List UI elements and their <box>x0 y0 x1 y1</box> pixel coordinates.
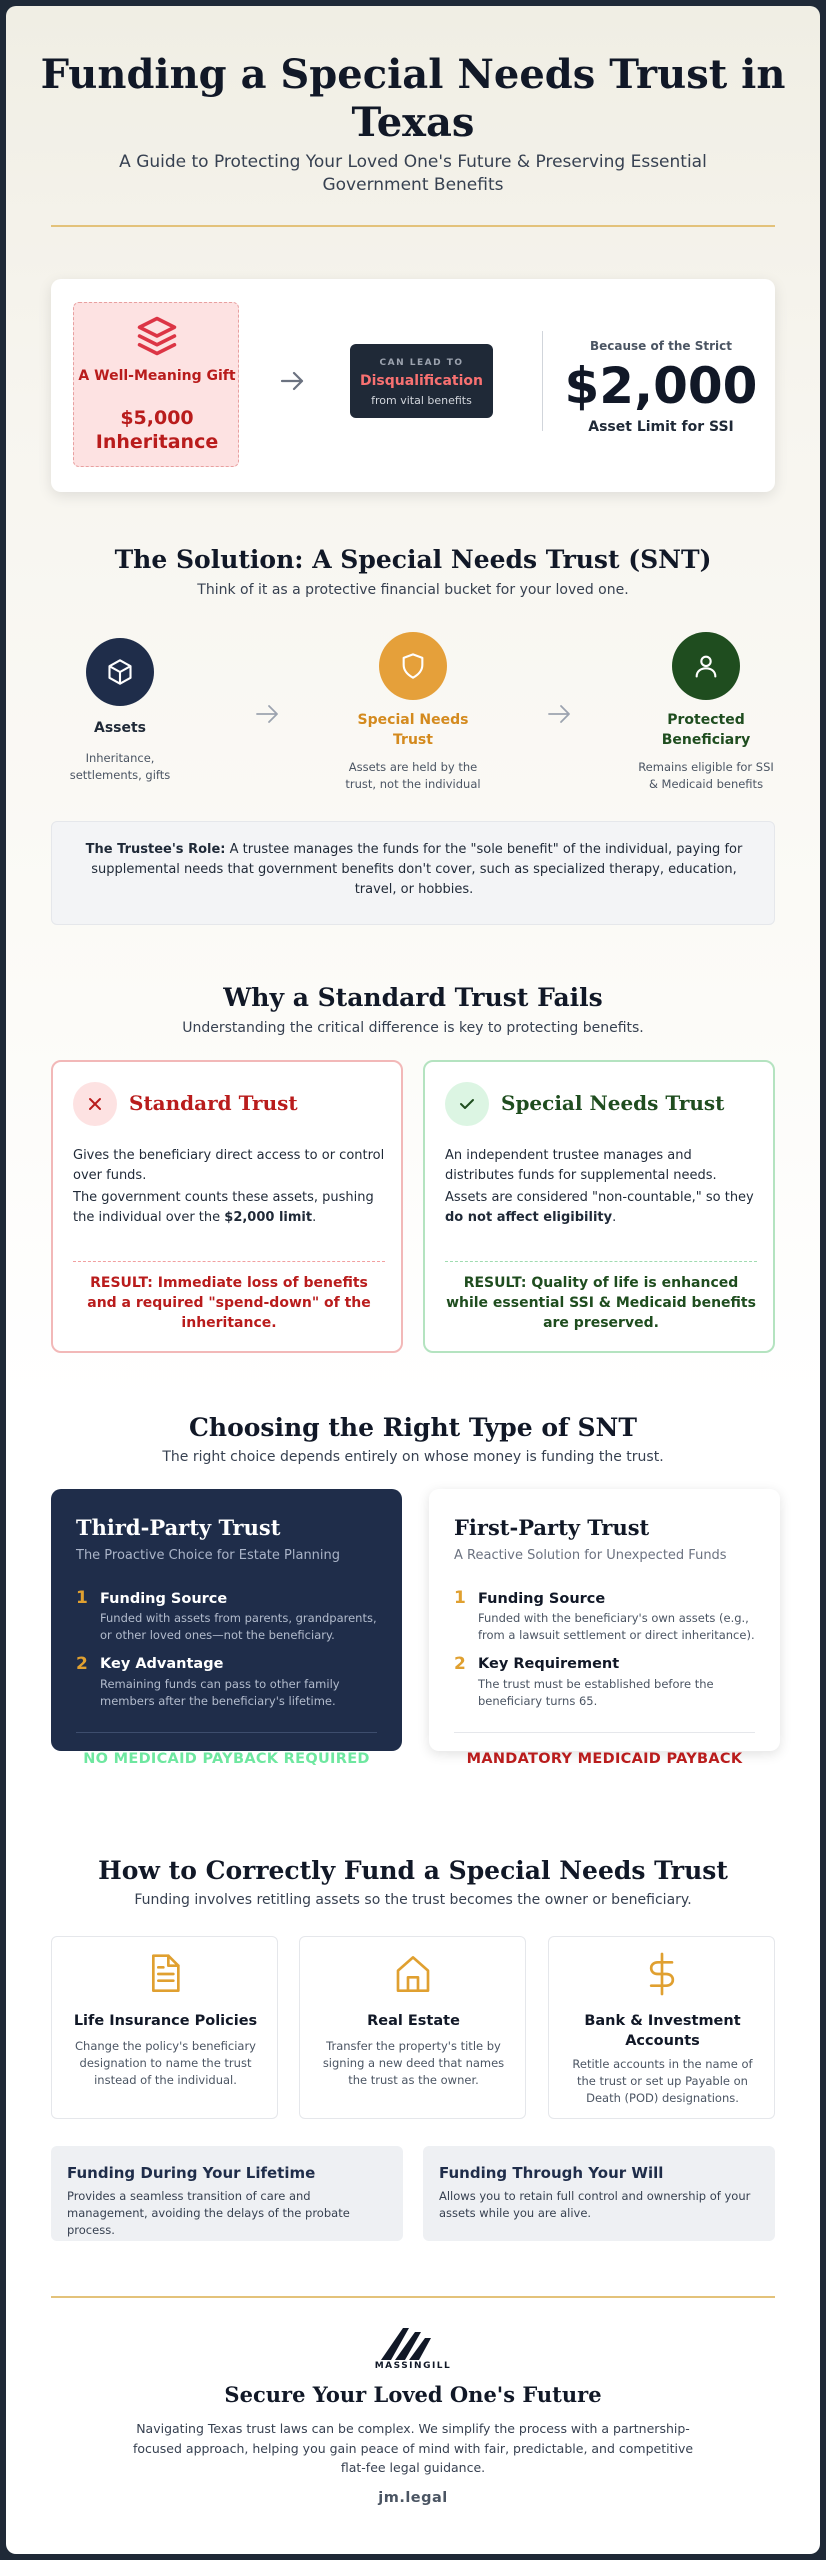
solution-subtitle: Think of it as a protective financial bucket for your loved one. <box>197 582 629 598</box>
item-desc: Remaining funds can pass to other family members after the beneficiary's lifetime. <box>100 1677 340 1708</box>
disqualification-box <box>350 344 493 418</box>
item-number: 2 <box>454 1654 466 1674</box>
standard-trust-result: RESULT: Immediate loss of benefits and a required "spend-down" of the inheritance. <box>87 1275 371 1331</box>
flow-label-beneficiary: Protected Beneficiary <box>661 712 751 748</box>
footer-url[interactable]: jm.legal <box>378 2490 448 2506</box>
user-icon <box>692 652 720 680</box>
flow-desc-trust: Assets are held by the trust, not the individual <box>345 760 481 791</box>
beneficiary-circle <box>672 632 740 700</box>
check-circle <box>445 1082 489 1126</box>
close-icon <box>85 1094 105 1114</box>
check-icon <box>457 1094 477 1114</box>
will-funding-box <box>423 2146 775 2241</box>
dollar-icon <box>642 1952 682 1996</box>
types-title: Choosing the Right Type of SNT <box>189 1413 637 1442</box>
item-number: 2 <box>76 1654 88 1674</box>
arrow-right-icon <box>279 369 305 393</box>
divider <box>76 1732 377 1733</box>
divider <box>73 1261 385 1262</box>
types-subtitle: The right choice depends entirely on whose money is funding the trust. <box>162 1449 664 1465</box>
shield-icon <box>399 652 427 680</box>
lifetime-funding-title: Funding During Your Lifetime <box>67 2164 316 2182</box>
snt-card <box>423 1060 775 1353</box>
third-party-title: Third-Party Trust <box>76 1515 281 1540</box>
third-party-card <box>51 1489 402 1751</box>
asset-limit-label: Asset Limit for SSI <box>588 419 734 435</box>
footer-title: Secure Your Loved One's Future <box>224 2382 602 2407</box>
standard-trust-p1: Gives the beneficiary direct access to or control over funds. <box>73 1148 385 1183</box>
page-title: Funding a Special Needs Trust in Texas <box>40 51 786 146</box>
gift-type: Inheritance <box>95 431 219 453</box>
why-subtitle: Understanding the critical difference is key to protecting benefits. <box>182 1020 644 1036</box>
gift-box <box>73 302 239 467</box>
fund-card-title: Real Estate <box>367 2013 460 2029</box>
trustee-role-text: The Trustee's Role: A trustee manages the funds for the "sole benefit" of the individual, paying for supplemental needs that government benefits don't cover, such as specialized therapy, education, travel, or hobbies. <box>85 842 743 897</box>
snt-p1: An independent trustee manages and distributes funds for supplemental needs. <box>445 1148 717 1183</box>
third-party-result: NO MEDICAID PAYBACK REQUIRED <box>83 1751 370 1767</box>
why-title: Why a Standard Trust Fails <box>223 983 603 1012</box>
fund-card-title: Life Insurance Policies <box>73 2013 258 2029</box>
firm-logo <box>373 2326 453 2360</box>
first-party-subtitle: A Reactive Solution for Unexpected Funds <box>454 1548 727 1563</box>
house-icon <box>393 1952 433 1996</box>
assets-circle <box>86 638 154 706</box>
item-heading: Key Requirement <box>478 1656 620 1672</box>
flow-label-assets: Assets <box>93 720 147 736</box>
gift-amount: $5,000 <box>120 407 194 429</box>
box-icon <box>106 658 134 686</box>
item-heading: Funding Source <box>478 1591 606 1607</box>
problem-card <box>51 279 775 492</box>
because-label: Because of the Strict <box>590 339 732 353</box>
solution-title: The Solution: A Special Needs Trust (SNT) <box>114 545 712 574</box>
lifetime-funding-desc: Provides a seamless transition of care and management, avoiding the delays of the probate process. <box>67 2189 350 2237</box>
standard-trust-p2: The government counts these assets, pushing the individual over the $2,000 limit. <box>73 1190 374 1225</box>
divider <box>445 1261 757 1262</box>
flow-desc-assets: Inheritance, settlements, gifts <box>69 751 171 782</box>
fund-card-desc: Retitle accounts in the name of the trust or set up Payable on Death (POD) designations. <box>572 2057 753 2105</box>
standard-trust-title: Standard Trust <box>129 1091 298 1115</box>
third-party-subtitle: The Proactive Choice for Estate Planning <box>76 1548 341 1563</box>
benefits-label: from vital benefits <box>371 394 472 407</box>
lead-to-label: CAN LEAD TO <box>379 358 464 368</box>
fund-card-real-estate <box>299 1936 526 2119</box>
fund-subtitle: Funding involves retitling assets so the trust becomes the owner or beneficiary. <box>134 1892 692 1908</box>
flow-desc-beneficiary: Remains eligible for SSI & Medicaid benefits <box>638 760 774 791</box>
item-desc: Funded with assets from parents, grandparents, or other loved ones—not the beneficiary. <box>100 1611 377 1642</box>
disqualification-label: Disqualification <box>360 373 483 389</box>
flow-label-trust: Special Needs Trust <box>357 712 469 748</box>
page-subtitle: A Guide to Protecting Your Loved One's Future & Preserving Essential Government Benefits <box>119 152 707 195</box>
item-desc: Funded with the beneficiary's own assets (e.g., from a lawsuit settlement or direct inheritance). <box>478 1611 755 1642</box>
layers-icon <box>136 315 178 357</box>
logo-wordmark: MASSINGILL <box>374 2361 452 2371</box>
fund-card-bank <box>548 1936 775 2119</box>
item-desc: The trust must be established before the beneficiary turns 65. <box>478 1677 714 1708</box>
arrow-right-icon <box>254 702 280 726</box>
first-party-title: First-Party Trust <box>454 1515 650 1540</box>
trust-circle <box>379 632 447 700</box>
will-funding-desc: Allows you to retain full control and ownership of your assets while you are alive. <box>439 2189 751 2220</box>
divider <box>542 331 543 431</box>
snt-title: Special Needs Trust <box>501 1091 725 1115</box>
fund-card-title: Bank & Investment Accounts <box>584 2013 741 2049</box>
item-heading: Funding Source <box>100 1591 228 1607</box>
trustee-role-box <box>51 821 775 925</box>
divider <box>51 225 775 227</box>
item-number: 1 <box>76 1588 88 1608</box>
arrow-right-icon <box>546 702 572 726</box>
infographic-page <box>6 6 820 2554</box>
snt-p2: Assets are considered "non-countable," so they do not affect eligibility. <box>445 1190 754 1225</box>
fund-card-insurance <box>51 1936 278 2119</box>
first-party-result: MANDATORY MEDICAID PAYBACK <box>466 1751 743 1767</box>
fund-title: How to Correctly Fund a Special Needs Trust <box>98 1856 728 1885</box>
will-funding-title: Funding Through Your Will <box>439 2164 664 2182</box>
footer-desc: Navigating Texas trust laws can be complex. We simplify the process with a partnership-focused approach, helping you gain peace of mind with fair, predictable, and competitive flat-fee legal guidance. <box>132 2421 694 2475</box>
gift-label: A Well-Meaning Gift <box>78 368 236 384</box>
lifetime-funding-box <box>51 2146 403 2241</box>
fund-card-desc: Change the policy's beneficiary designation to name the trust instead of the individual. <box>75 2039 256 2087</box>
x-circle <box>73 1082 117 1126</box>
divider <box>454 1732 755 1733</box>
snt-result: RESULT: Quality of life is enhanced while essential SSI & Medicaid benefits are preserved. <box>446 1275 756 1331</box>
fund-card-desc: Transfer the property's title by signing a new deed that names the trust as the owner. <box>322 2039 505 2087</box>
document-icon <box>145 1952 185 1996</box>
item-number: 1 <box>454 1588 466 1608</box>
divider <box>51 2296 775 2298</box>
asset-limit-amount: $2,000 <box>564 357 758 415</box>
item-heading: Key Advantage <box>100 1656 224 1672</box>
trustee-role-label: The Trustee's Role: <box>85 842 226 857</box>
standard-trust-card <box>51 1060 403 1353</box>
first-party-card <box>429 1489 780 1751</box>
